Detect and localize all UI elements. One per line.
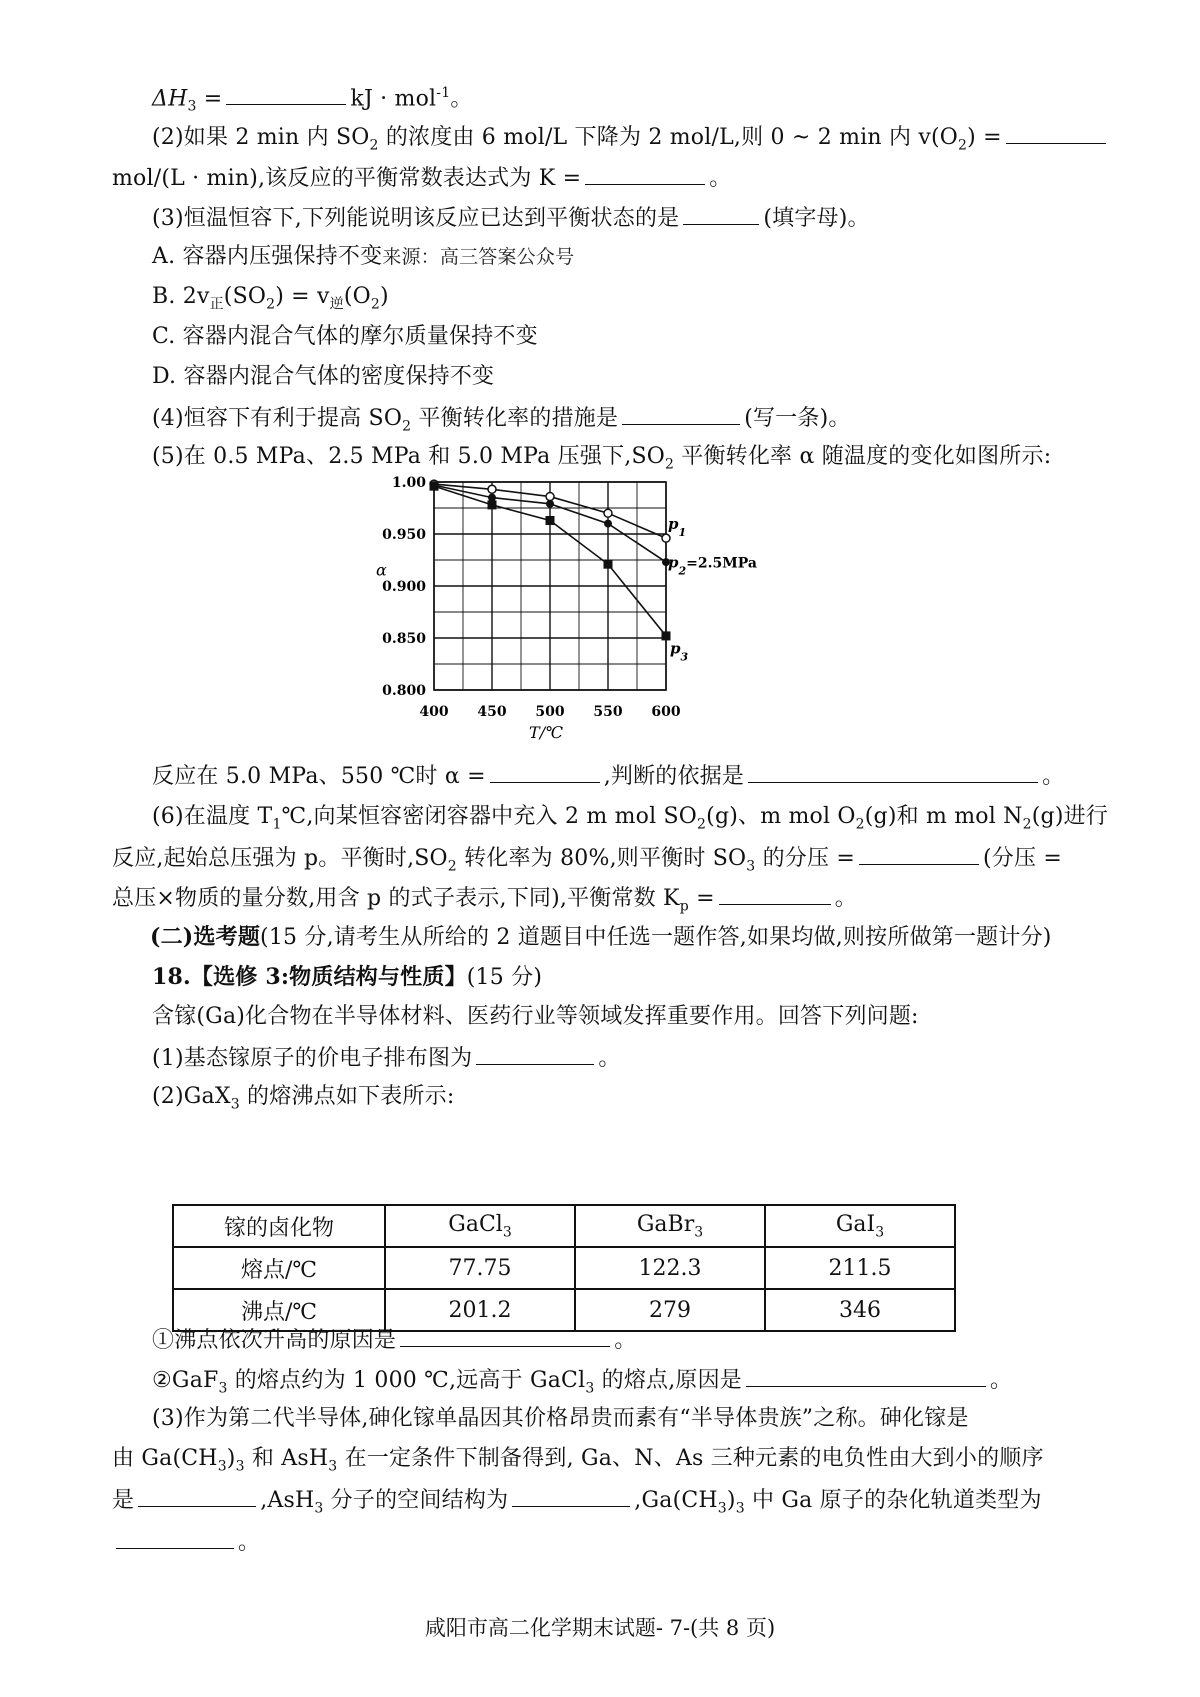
q6-l3-b: = [688,886,715,911]
header-text: GaCl [448,1211,503,1237]
q18-3-l2-b: ) [226,1446,236,1471]
q6-l1-e: (g)进行 [1031,804,1108,829]
q6-l1-d: (g)和 m mol N [864,804,1023,829]
q18-3-order-blank[interactable] [138,1484,256,1507]
q18-2-ii-a: ②GaF [152,1368,219,1393]
data-point-p3 [488,500,497,509]
q18-1-line [152,1042,621,1074]
header-text: GaI [835,1211,876,1237]
option-d-text: D. 容器内混合气体的密度保持不变 [152,364,495,389]
q18-3-l3-sub3: 3 [735,1500,745,1517]
dh3-eq: = [196,86,223,112]
q18-2-i-line [152,1324,636,1356]
q2-k-blank[interactable] [585,162,705,185]
q6-l3-sub: p [679,898,689,915]
section-2-heading [150,922,1052,953]
y-axis-label: α [376,560,387,580]
q6-l2-c: 的分压 = [755,846,856,871]
table-cell: 沸点/℃ [173,1289,385,1331]
q5-ans-a: 反应在 5.0 MPa、550 ℃时 α = [152,764,486,789]
q18-2-sub: 3 [230,1096,240,1113]
option-d [152,362,494,392]
q2-line2-end: 。 [709,166,732,191]
q2-text-a: (2)如果 2 min 内 SO [152,125,370,150]
q18-3-l4-end: 。 [238,1530,261,1555]
q18-3-l3-a: 是 [112,1488,135,1513]
data-point-p2=2.5MPa [546,500,554,508]
q4-sub: 2 [402,418,412,435]
q18-2-i-blank[interactable] [400,1324,610,1347]
q18-2-i-end: 。 [614,1328,637,1353]
q18-2-ii-sub2: 3 [585,1380,595,1397]
q3-end: (填字母)。 [763,206,870,231]
option-a [152,242,574,272]
q6-l1-sub3: 2 [855,816,865,833]
q18-3-line2 [112,1444,1044,1481]
q4-blank[interactable] [622,402,740,425]
q2-sub-b: 2 [958,137,968,154]
q18-heading [152,962,542,993]
data-point-p1 [662,534,670,542]
q18-3-l3-c: 分子的空间结构为 [323,1488,509,1513]
table-row [173,1247,955,1289]
q6-l3-a: 总压×物质的量分数,用含 p 的式子表示,下同),平衡常数 K [112,886,680,911]
q4-end: (写一条)。 [744,406,851,431]
dh3-end: 。 [450,86,473,112]
q18-2-b: 的熔沸点如下表所示: [239,1084,455,1109]
q18-1-text: (1)基态镓原子的价电子排布图为 [152,1046,473,1071]
q6-l1-sub: 1 [272,816,282,833]
table-header-cell [575,1205,765,1247]
q18-3-l3-f: 中 Ga 原子的杂化轨道类型为 [744,1488,1042,1513]
q18-3-l2-c: 和 AsH [244,1446,329,1471]
y-tick-label: 0.800 [382,683,426,699]
q6-l1-b: ℃,向某恒容密闭容器中充入 2 m mol SO [281,804,698,829]
q3-text: (3)恒温恒容下,下列能说明该反应已达到平衡状态的是 [152,206,680,231]
q18-3-l1-text: (3)作为第二代半导体,砷化镓单晶因其价格昂贵而素有“半导体贵族”之称。砷化镓是 [152,1406,969,1431]
q6-l1-a: (6)在温度 T [152,804,273,829]
data-point-p2=2.5MPa [604,520,612,528]
gallium-halide-table [172,1204,956,1332]
table-cell: 熔点/℃ [173,1247,385,1289]
q18-3-l3-sub: 3 [314,1500,324,1517]
series-label-p2: $p_2=2.5MPa$ [668,553,757,577]
q18-intro-text: 含镓(Ga)化合物在半导体材料、医药行业等领域发挥重要作用。回答下列问题: [152,1004,919,1029]
q6-line1 [152,802,1108,839]
q18-3-line1 [152,1404,969,1434]
q5-reason-blank[interactable] [748,760,1038,783]
q4-text-a: (4)恒容下有利于提高 SO [152,406,403,431]
option-b-e: ) [379,284,389,309]
q18-3-l3-e: ) [726,1488,736,1513]
table-cell: 122.3 [575,1247,765,1289]
q6-l1-c: (g)、m mol O [706,804,856,829]
q18-intro [152,1002,919,1032]
option-b-d: (O [343,284,371,309]
x-tick-label: 550 [593,704,623,720]
data-point-p1 [546,493,554,501]
q18-3-l2-a: 由 Ga(CH [112,1446,218,1471]
table-cell: 346 [765,1289,955,1331]
data-point-p1 [488,485,496,493]
q18-3-line4 [112,1526,260,1558]
data-point-p3 [430,482,439,491]
q18-3-hybrid-blank[interactable] [116,1526,234,1549]
q5-sub: 2 [664,456,675,473]
q6-l3-end: 。 [834,886,857,911]
q6-line2 [112,842,1062,881]
q18-title: 18.【选修 3:物质结构与性质】 [152,964,467,990]
q18-3-l2-d: 在一定条件下制备得到, Ga、N、As 三种元素的电负性由大到小的顺序 [337,1446,1044,1471]
q5-ans-end: 。 [1042,764,1065,789]
y-tick-label: 0.850 [382,631,426,647]
q6-l2-a: 反应,起始总压强为 p。平衡时,SO [112,846,448,871]
option-b [152,282,389,319]
q18-2-line [152,1082,454,1119]
dh3-label: ΔH [152,86,188,112]
q18-3-l2-sub: 3 [217,1458,227,1475]
q4-line [152,402,851,441]
header-sub: 3 [694,1224,704,1241]
q18-2-ii-end: 。 [990,1368,1013,1393]
option-b-sub2: 2 [266,296,276,313]
y-tick-label: 0.950 [382,527,426,543]
header-sub: 3 [502,1224,512,1241]
header-text: 镓的卤化物 [223,1215,334,1241]
option-b-b: (SO [223,284,267,309]
q2-text-c: ) = [967,125,1002,150]
option-c-text: C. 容器内混合气体的摩尔质量保持不变 [152,324,538,349]
q2-text-b: 的浓度由 6 mol/L 下降为 2 mol/L,则 0 ~ 2 min 内 v(O [378,125,959,150]
q2-line2-text: mol/(L · min),该反应的平衡常数表达式为 K = [112,166,582,191]
q6-partial-pressure-blank[interactable] [859,842,979,865]
q2-line2 [112,162,731,194]
q18-3-shape-blank[interactable] [512,1484,630,1507]
header-text: GaBr [636,1211,695,1237]
q3-line [152,202,870,234]
table-header-cell [385,1205,575,1247]
series-label-p3: $p_3$ [670,639,689,664]
x-tick-label: 500 [535,704,565,720]
option-b-sub4: 2 [370,296,380,313]
q18-3-l3-sub2: 3 [717,1500,727,1517]
q5-ans-b: ,判断的依据是 [603,764,745,789]
header-sub: 3 [875,1224,885,1241]
q6-l2-b: 转化率为 80%,则平衡时 SO [456,846,747,871]
option-b-c: ) = v [275,284,330,309]
x-tick-label: 450 [477,704,507,720]
x-axis-label: T/℃ [529,723,563,742]
q6-l2-sub2: 3 [746,858,756,875]
q18-3-l2-sub3: 3 [328,1458,338,1475]
q18-2-a: (2)GaX [152,1084,231,1109]
option-a-text: A. 容器内压强保持不变 [152,244,383,269]
q18-3-l3-d: ,Ga(CH [634,1488,718,1513]
y-tick-label: 1.00 [391,475,426,491]
dh3-unit-sup: -1 [436,85,451,101]
table-cell: 211.5 [765,1247,955,1289]
table-cell: 201.2 [385,1289,575,1331]
table-header-row [173,1205,955,1247]
x-tick-label: 600 [651,704,681,720]
q6-line3 [112,882,857,921]
dh3-unit: kJ · mol [350,86,437,112]
option-b-sub1: 正 [209,296,224,313]
q5-answer-line [152,760,1064,792]
q5-text-b: 平衡转化率 α 随温度的变化如图所示: [674,444,1052,469]
q2-line1 [152,121,1110,160]
q6-l2-d: (分压 = [983,846,1063,871]
q18-2-ii-blank[interactable] [746,1364,986,1387]
table-cell: 279 [575,1289,765,1331]
q6-l1-sub4: 2 [1022,816,1032,833]
data-point-p1 [604,509,612,517]
x-tick-label: 400 [419,704,449,720]
section-2-title: (二)选考题 [150,924,261,950]
conversion-chart [372,470,792,770]
q18-3-l3-b: ,AsH [260,1488,315,1513]
dh3-sub: 3 [187,98,197,115]
table-cell: 77.75 [385,1247,575,1289]
q18-2-ii-line [152,1364,1012,1403]
q2-rate-blank[interactable] [1006,121,1106,144]
page-footer: 咸阳市高二化学期末试题- 7-(共 8 页) [424,1616,776,1640]
q18-1-end: 。 [598,1046,621,1071]
q6-kp-blank[interactable] [719,882,831,905]
q18-3-line3 [112,1484,1042,1523]
section-2-note: (15 分,请考生从所给的 2 道题目中任选一题作答,如果均做,则按所做第一题计分) [260,925,1052,950]
q18-2-i-text: ①沸点依次升高的原因是 [152,1328,397,1353]
q18-2-ii-sub: 3 [218,1380,228,1397]
series-label-p1: $p_1$ [668,514,687,539]
dh3-line [152,78,473,122]
q18-2-ii-c: 的熔点,原因是 [594,1368,743,1393]
data-point-p3 [546,516,555,525]
q5-text-a: (5)在 0.5 MPa、2.5 MPa 和 5.0 MPa 压强下,SO [152,444,665,469]
option-b-sub3: 逆 [329,296,344,313]
q6-l1-sub2: 2 [697,816,707,833]
q18-3-l2-sub2: 3 [235,1458,245,1475]
q18-score: (15 分) [466,965,543,990]
q3-blank[interactable] [683,202,759,225]
q5-alpha-blank[interactable] [490,760,600,783]
source-note: 来源：高三答案公众号 [382,246,575,268]
table-header-cell [765,1205,955,1247]
q18-1-blank[interactable] [476,1042,594,1065]
option-c [152,322,538,352]
option-b-a: B. 2v [152,284,210,309]
q6-l2-sub: 2 [447,858,457,875]
q2-sub-a: 2 [369,137,379,154]
q4-text-b: 平衡转化率的措施是 [411,406,619,431]
q18-2-ii-b: 的熔点约为 1 000 ℃,远高于 GaCl [227,1368,586,1393]
dh3-blank[interactable] [226,82,346,105]
table-header-cell [173,1205,385,1247]
y-tick-label: 0.900 [382,579,426,595]
data-point-p3 [604,560,613,569]
